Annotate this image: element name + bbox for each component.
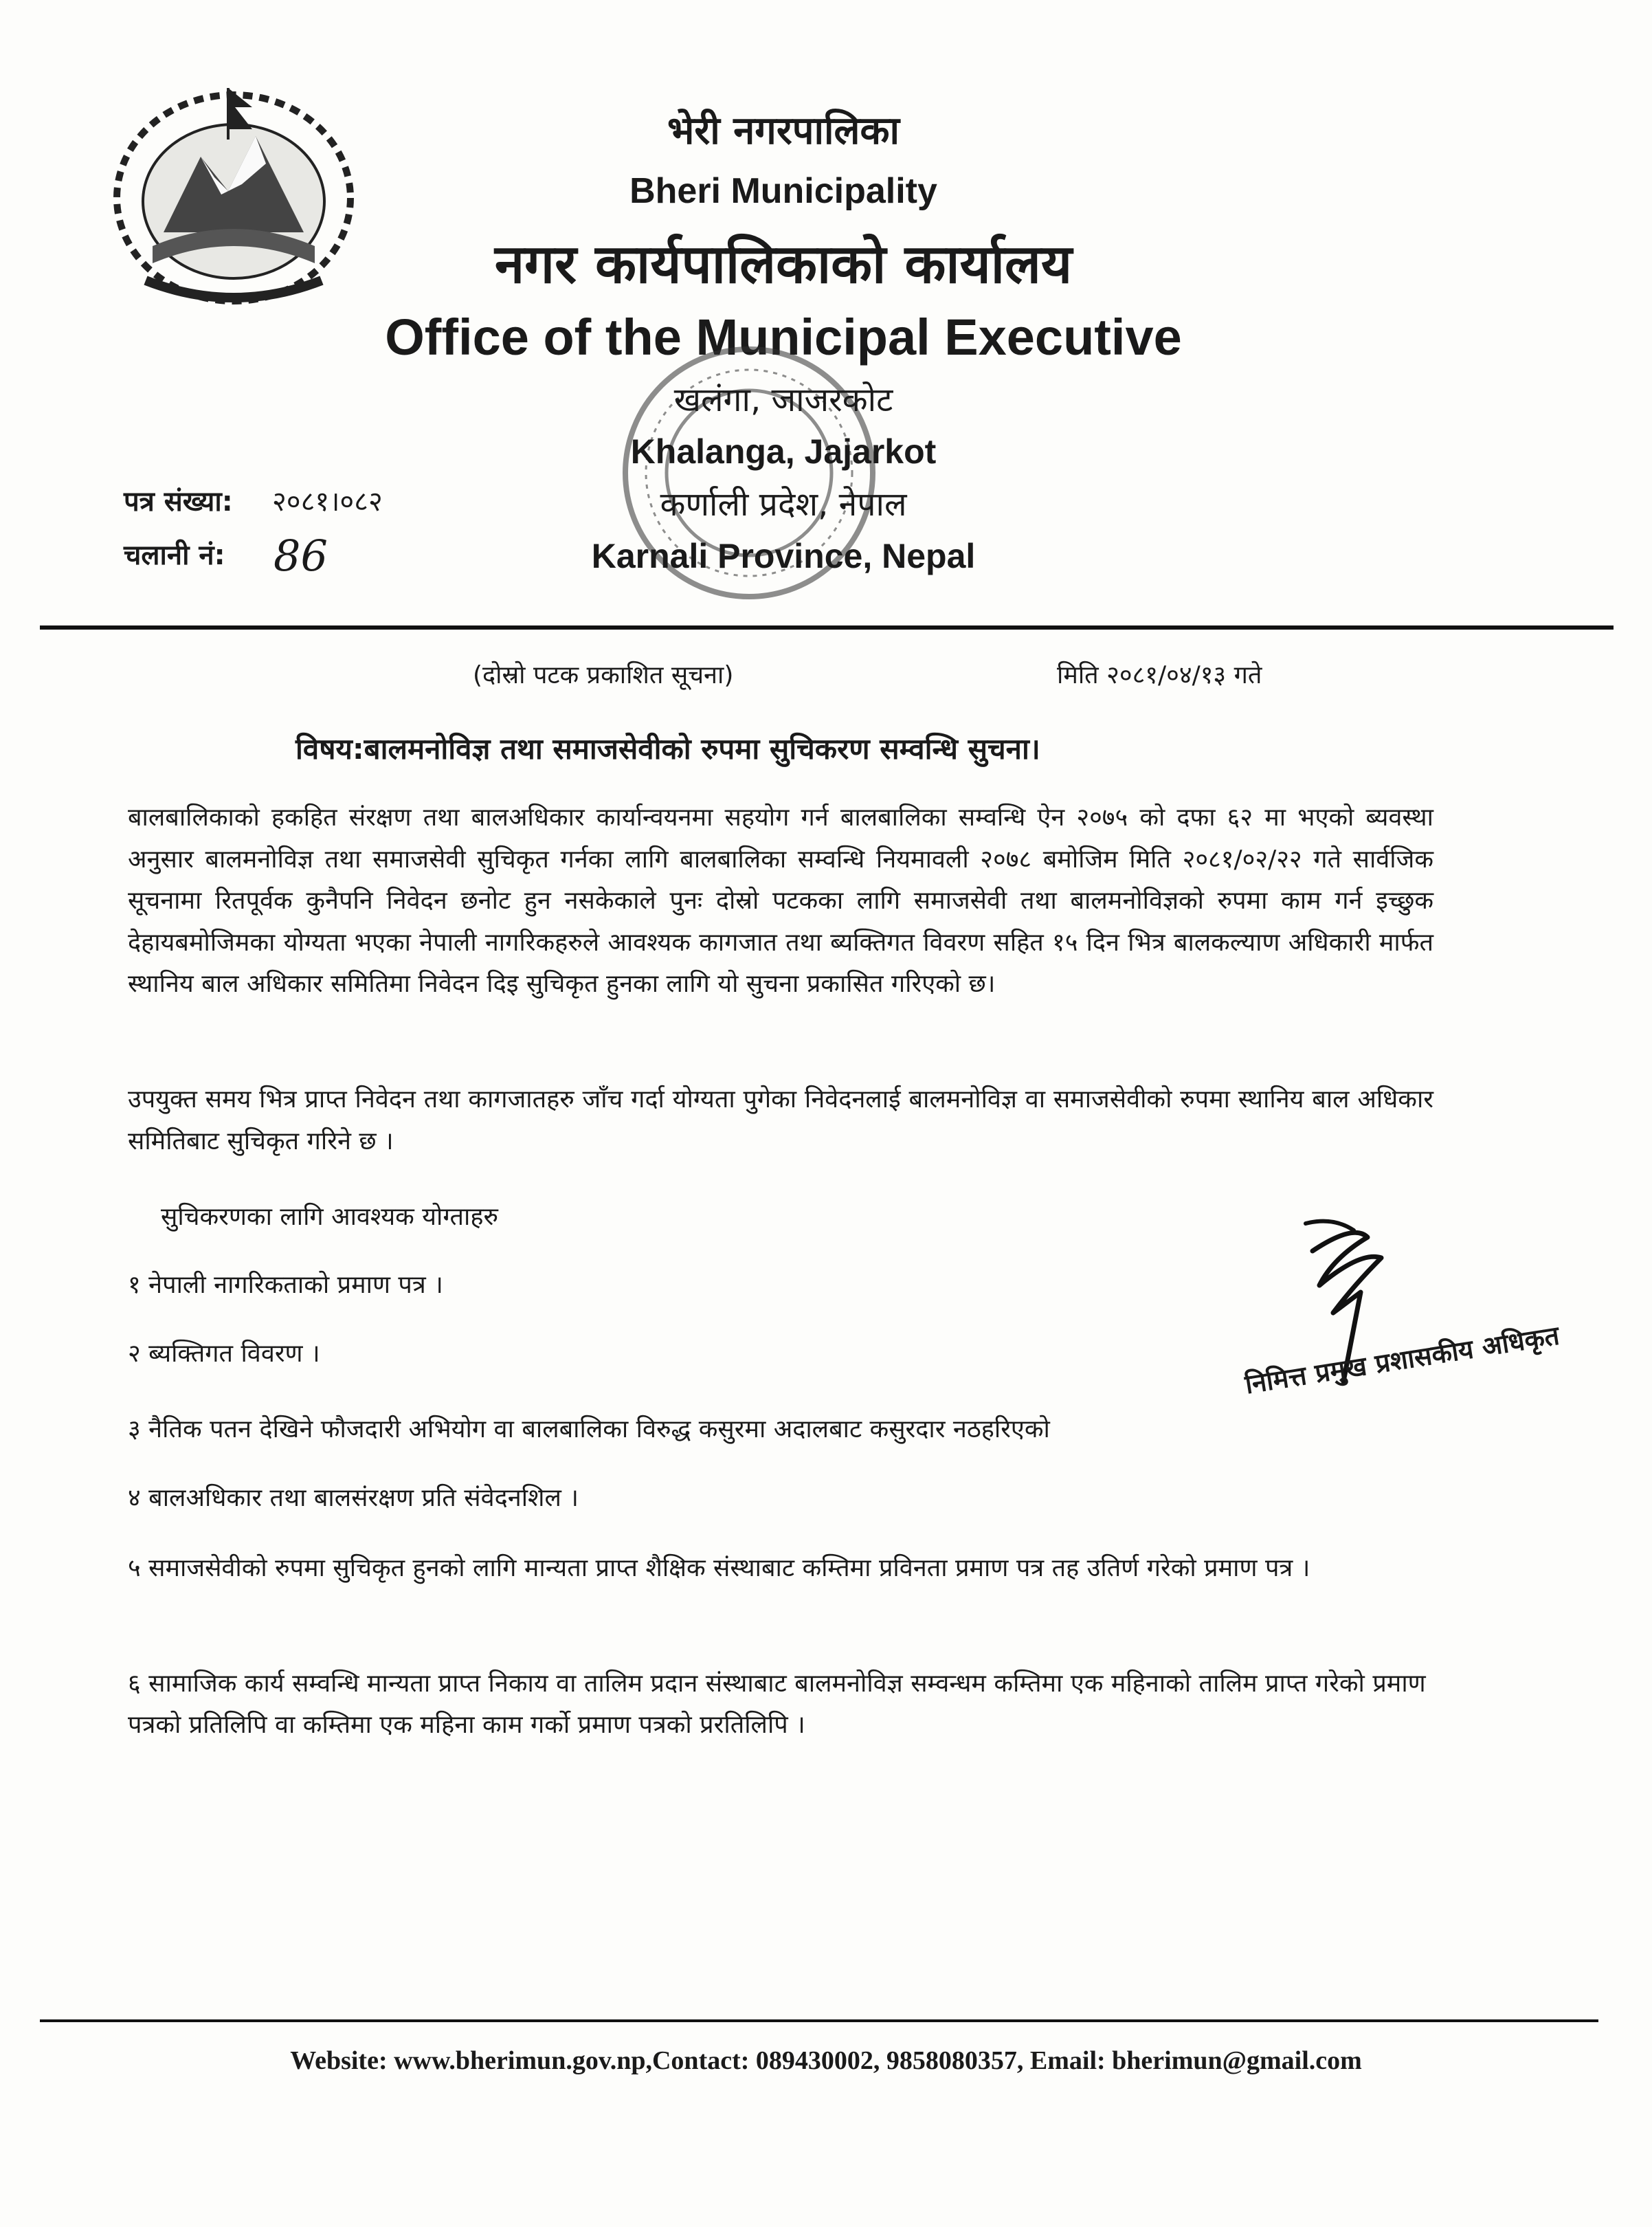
letter-number-label: पत्र संख्या: xyxy=(124,486,233,518)
signer-title: निमित्त प्रमुख प्रशासकीय अधिकृत xyxy=(1242,1320,1562,1400)
requirement-item: ६ सामाजिक कार्य सम्वन्धि मान्यता प्राप्त निकाय वा तालिम प्रदान संस्थाबाट बालमनोविज्ञ सम्वन्धम कम्तिमा एक महिनाको तालिम प्राप्त गरेको प्रमाण पत्रको प्रतिलिपि वा कम्तिमा एक महिना काम गर्को प्रमाण पत्रको प्ररतिलिपि । xyxy=(128,1670,1426,1739)
requirements-heading: सुचिकरणका लागि आवश्यक योग्ताहरु xyxy=(161,1203,498,1231)
requirement-item: १ नेपाली नागरिकताको प्रमाण पत्र । xyxy=(128,1271,443,1299)
body-paragraph-1: बालबालिकाको हकहित संरक्षण तथा बालअधिकार कार्यान्वयनमा सहयोग गर्न बालबालिका सम्वन्धि ऐन २०७५ को दफा ६२ मा भएको ब्यवस्था अनुसार बालमनोविज्ञ तथा समाजसेवी सुचिकृत गर्नका लागि बालबालिका सम्वन्धि नियमावली २०७८ बमोजिम मिति २०८१/०२/२२ गते सार्वजिक सूचनामा रितपूर्वक कुनैपनि निवेदन छनोट हुन नसकेकाले पुनः दोस्रो पटकका लागि समाजसेवी तथा बालमनोविज्ञको रुपमा काम गर्न इच्छुक देहायबमोजिमका योग्यता भएका नेपाली नागरिकहरुले आवश्यक कागजात तथा ब्यक्तिगत विवरण सहित १५ दिन भित्र बालकल्याण अधिकारी मार्फत स्थानिय बाल अधिकार समितिमा निवेदन दिइ सुचिकृत हुनका लागि यो सुचना प्रकासित गरिएको छ। xyxy=(128,804,1433,998)
dispatch-number-label: चलानी नं: xyxy=(124,540,225,571)
letter-number-value: २०८१।०८२ xyxy=(272,486,383,518)
footer-contact: Website: www.bherimun.gov.np,Contact: 089430002, 9858080357, Email: bherimun@gmail.com xyxy=(290,2046,1362,2075)
office-name-english: Office of the Municipal Executive xyxy=(385,309,1182,366)
dispatch-number-value: 86 xyxy=(274,531,328,581)
office-name-nepali: नगर कार्यपालिकाको कार्यालय xyxy=(494,234,1073,296)
address-english-1: Khalanga, Jajarkot xyxy=(630,432,937,471)
footer-divider xyxy=(40,2019,1598,2022)
notice-date: मिति २०८१/०४/१३ गते xyxy=(1057,661,1262,689)
requirement-item: ३ नैतिक पतन देखिने फौजदारी अभियोग वा बालबालिका विरुद्ध कसुरमा अदालबाट कसुरदार नठहरिएको xyxy=(128,1415,1050,1443)
address-english-2: Karnali Province, Nepal xyxy=(591,537,976,575)
notice-type: (दोस्रो पटक प्रकाशित सूचना) xyxy=(473,661,734,689)
address-nepali-1: खलंगा, जाजरकोट xyxy=(673,381,893,419)
body-paragraph-2: उपयुक्त समय भित्र प्राप्त निवेदन तथा कागजातहरु जाँच गर्दा योग्यता पुगेका निवेदनलाई बालमनोविज्ञ वा समाजसेवीको रुपमा स्थानिय बाल अधिकार समितिबाट सुचिकृत गरिने छ । xyxy=(128,1085,1433,1155)
municipality-name-nepali: भेरी नगरपालिका xyxy=(667,109,900,153)
nepal-emblem-icon xyxy=(98,74,370,315)
requirement-item: २ ब्यक्तिगत विवरण । xyxy=(128,1340,320,1368)
notice-subject: विषय:बालमनोविज्ञ तथा समाजसेवीको रुपमा सुचिकरण सम्वन्धि सुचना। xyxy=(295,732,1040,766)
municipality-name-english: Bheri Municipality xyxy=(629,171,937,211)
requirement-item: ४ बालअधिकार तथा बालसंरक्षण प्रति संवेदनशिल । xyxy=(128,1484,579,1512)
requirement-item: ५ समाजसेवीको रुपमा सुचिकृत हुनको लागि मान्यता प्राप्त शैक्षिक संस्थाबाट कम्तिमा प्रविनता प्रमाण पत्र तह उतिर्ण गरेको प्रमाण पत्र । xyxy=(128,1554,1310,1582)
header-divider xyxy=(40,625,1614,630)
address-nepali-2: कर्णाली प्रदेश, नेपाल xyxy=(660,485,907,524)
